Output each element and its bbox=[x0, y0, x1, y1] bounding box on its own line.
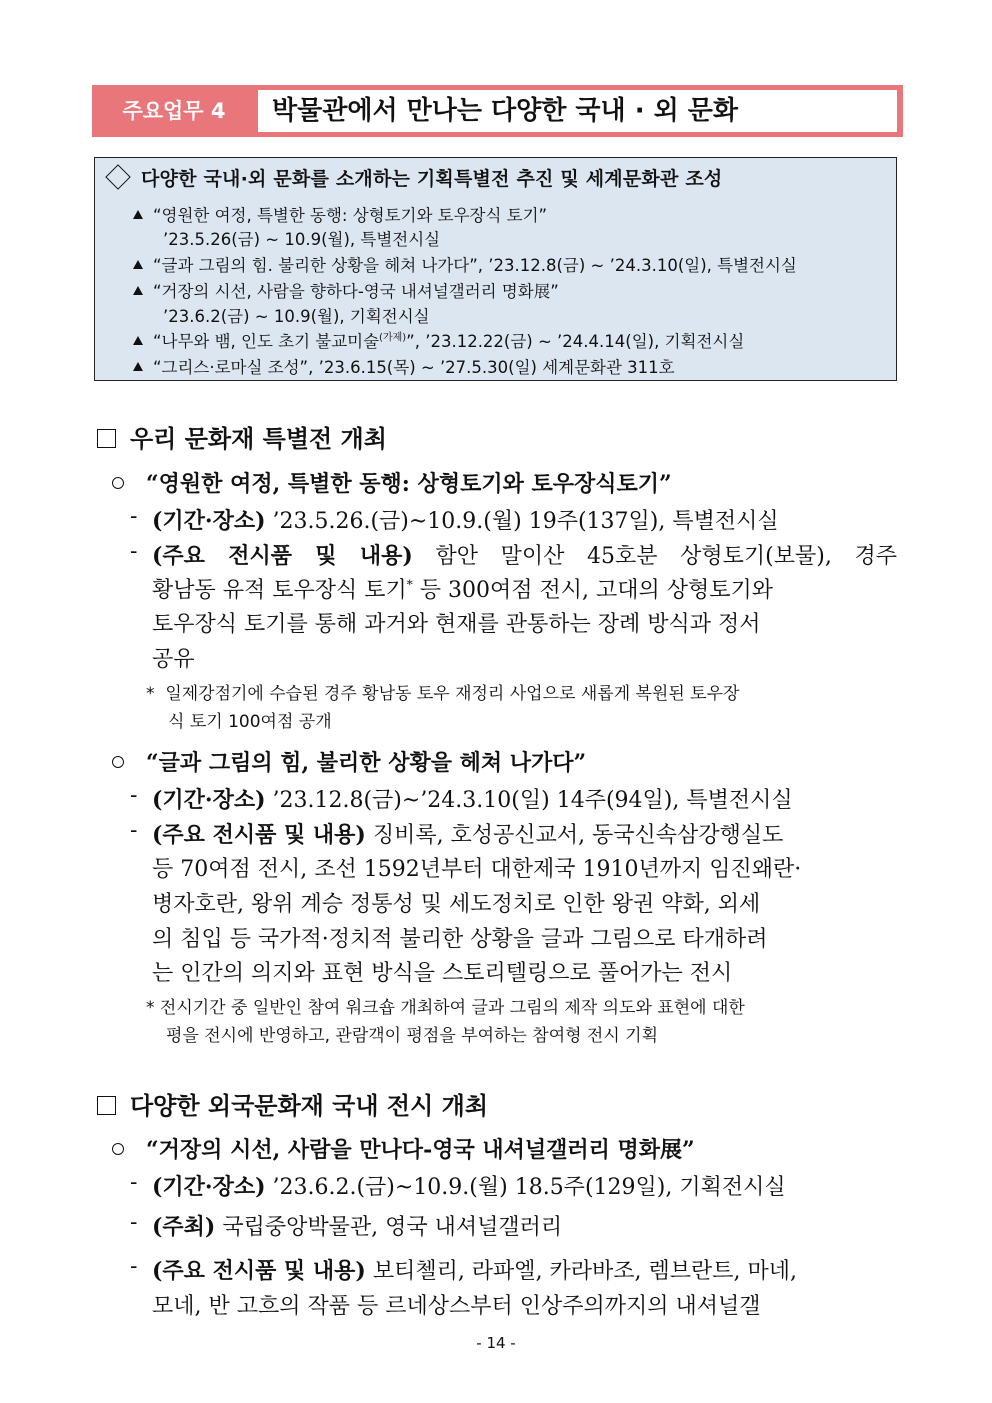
circle-bullet-icon bbox=[112, 756, 124, 768]
dash-bullet: - bbox=[130, 818, 138, 843]
summary-item: “글과 그림의 힘. 불리한 상황을 헤쳐 나가다”, ’23.12.8(금) ~ ’24.3.10(일), 특별전시실 bbox=[133, 252, 797, 276]
page-number: - 14 - bbox=[476, 1334, 516, 1352]
triangle-bullet-icon bbox=[133, 260, 143, 269]
exhibit-title: “글과 그림의 힘, 불리한 상황을 헤쳐 나가다” bbox=[112, 746, 586, 777]
content-line: 황남동 유적 토우장식 토기* 등 300여점 전시, 고대의 상형토기와 bbox=[152, 577, 773, 603]
content-line: 토우장식 토기를 통해 과거와 현재를 관통하는 장례 방식과 정서 bbox=[152, 612, 761, 637]
checkbox-square-icon bbox=[97, 429, 116, 448]
content-line: (주요 전시품 및 내용) 징비록, 호성공신교서, 동국신속삼강행실도 bbox=[152, 822, 784, 848]
section-header-banner bbox=[92, 85, 903, 137]
period-line: (기간·장소) ’23.5.26.(금)~10.9.(월) 19주(137일), 특별전시실 bbox=[152, 508, 779, 534]
section-title: 우리 문화재 특별전 개최 bbox=[97, 419, 387, 454]
checkbox-square-icon bbox=[97, 1096, 116, 1115]
footnote: * 일제강점기에 수습된 경주 황남동 토우 재정리 사업으로 새롭게 복원된 토우장 bbox=[146, 684, 740, 704]
dash-bullet: - bbox=[130, 539, 138, 564]
summary-title: 다양한 국내·외 문화를 소개하는 기획특별전 추진 및 세계문화관 조성 bbox=[105, 164, 722, 191]
circle-bullet-icon bbox=[112, 1143, 124, 1155]
footnote-cont: 식 토기 100여점 공개 bbox=[168, 712, 332, 732]
dash-bullet: - bbox=[130, 783, 138, 808]
diamond-icon bbox=[105, 164, 130, 189]
content-line: 모네, 반 고흐의 작품 등 르네상스부터 인상주의까지의 내셔널갤 bbox=[152, 1294, 761, 1319]
triangle-bullet-icon bbox=[133, 362, 143, 371]
host-line: (주최) 국립중앙박물관, 영국 내셔널갤러리 bbox=[152, 1214, 563, 1240]
dash-bullet: - bbox=[130, 1210, 138, 1235]
header-title: 박물관에서 만나는 다양한 국내 · 외 문화 bbox=[272, 96, 739, 126]
content-line: 는 인간의 의지와 표현 방식을 스토리텔링으로 풀어가는 전시 bbox=[152, 961, 733, 986]
exhibit-title: “영원한 여정, 특별한 동행: 상형토기와 토우장식토기” bbox=[112, 467, 672, 498]
header-title-box bbox=[258, 90, 897, 132]
exhibit-title: “거장의 시선, 사람을 만나다-영국 내셔널갤러리 명화展” bbox=[112, 1133, 695, 1164]
section-title: 다양한 외국문화재 국내 전시 개최 bbox=[97, 1086, 488, 1121]
triangle-bullet-icon bbox=[133, 210, 143, 219]
content-line: 병자호란, 왕위 계승 정통성 및 세도정치로 인한 왕권 약화, 외세 bbox=[152, 892, 761, 917]
content-line: 공유 bbox=[152, 647, 195, 672]
summary-item: “나무와 뱀, 인도 초기 불교미술$^{(가제)}$”, ’23.12.22(금) ~ ’24.4.14(일), 기획전시실 bbox=[133, 328, 744, 352]
dash-bullet: - bbox=[130, 1254, 138, 1279]
triangle-bullet-icon bbox=[133, 336, 143, 345]
summary-item: “그리스·로마실 조성”, ’23.6.15(목) ~ ’27.5.30(일) 세계문화관 311호 bbox=[133, 354, 675, 378]
footnote-cont: 평을 전시에 반영하고, 관람객이 평점을 부여하는 참여형 전시 기획 bbox=[166, 1026, 659, 1046]
period-line: (기간·장소) ’23.6.2.(금)~10.9.(월) 18.5주(129일), 기획전시실 bbox=[152, 1174, 786, 1200]
summary-item: “거장의 시선, 사람을 향하다-영국 내셔널갤러리 명화展” bbox=[133, 278, 559, 302]
circle-bullet-icon bbox=[112, 477, 124, 489]
footnote: * 전시기간 중 일반인 참여 워크숍 개최하여 글과 그림의 제작 의도와 표현에 대한 bbox=[146, 998, 745, 1018]
summary-item: “영원한 여정, 특별한 동행: 상형토기와 토우장식 토기” bbox=[133, 202, 547, 226]
content-line: 의 침입 등 국가적·정치적 불리한 상황을 글과 그림으로 타개하려 bbox=[152, 927, 768, 952]
summary-item-detail: ’23.6.2(금) ~ 10.9(월), 기획전시실 bbox=[163, 307, 430, 326]
content-line: (주요 전시품 및 내용) 함안 말이산 45호분 상형토기(보물), 경주 bbox=[152, 543, 897, 569]
period-line: (기간·장소) ’23.12.8(금)~’24.3.10(일) 14주(94일), 특별전시실 bbox=[152, 787, 793, 813]
content-line: 등 70여점 전시, 조선 1592년부터 대한제국 1910년까지 임진왜란· bbox=[152, 857, 802, 882]
header-label: 주요업무 4 bbox=[122, 99, 226, 123]
dash-bullet: - bbox=[130, 1170, 138, 1195]
summary-box bbox=[94, 157, 897, 381]
dash-bullet: - bbox=[130, 504, 138, 529]
content-line: (주요 전시품 및 내용) 보티첼리, 라파엘, 카라바조, 렘브란트, 마네, bbox=[152, 1258, 798, 1284]
summary-item-detail: ’23.5.26(금) ~ 10.9(월), 특별전시실 bbox=[163, 230, 441, 249]
triangle-bullet-icon bbox=[133, 286, 143, 295]
